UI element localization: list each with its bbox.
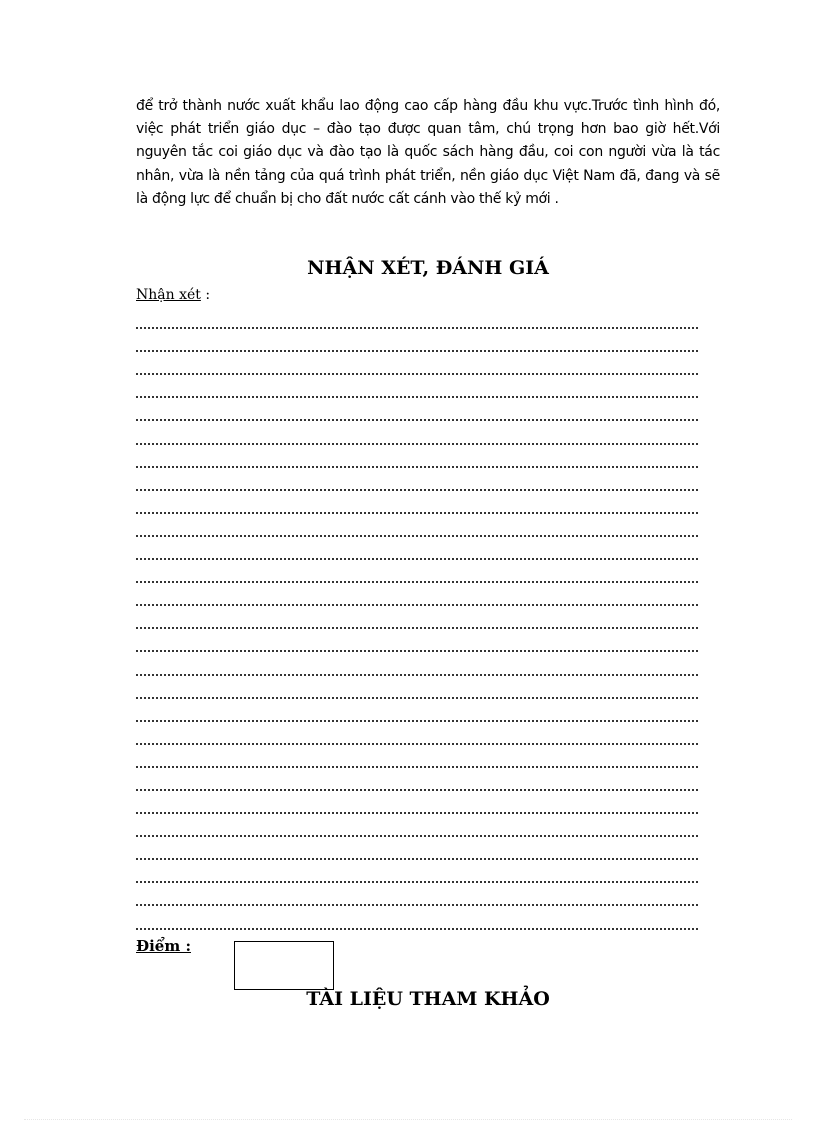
comment-line [136, 726, 698, 749]
comment-lines [136, 310, 698, 934]
evaluation-heading: NHẬN XÉT, ĐÁNH GIÁ [307, 257, 549, 279]
references-heading: TÀI LIỆU THAM KHẢO [306, 988, 550, 1010]
comment-line [136, 887, 698, 910]
comment-line [136, 564, 698, 587]
score-label: Điểm : [136, 937, 191, 955]
comment-line [136, 495, 698, 518]
comment-line [136, 425, 698, 448]
comment-line [136, 333, 698, 356]
comment-line [136, 818, 698, 841]
comment-line [136, 795, 698, 818]
comment-line [136, 656, 698, 679]
comment-line [136, 910, 698, 933]
comment-line [136, 633, 698, 656]
comment-line [136, 379, 698, 402]
comment-line [136, 749, 698, 772]
comment-line [136, 449, 698, 472]
comment-line [136, 356, 698, 379]
comment-label-suffix: : [200, 287, 211, 303]
page-bottom-divider [24, 1119, 792, 1120]
comment-line [136, 680, 698, 703]
comment-line [136, 772, 698, 795]
comment-line [136, 864, 698, 887]
comment-line [136, 310, 698, 333]
body-paragraph: để trở thành nước xuất khẩu lao động cao cấp hàng đầu khu vực.Trước tình hình đó, việc phát triển giáo dục – đào tạo được quan tâm, chú trọng hơn bao giờ hết.Với nguyên tắc coi giáo dục và đào tạo là quốc sách hàng đầu, coi con người vừa là tác nhân, vừa là nền tảng của quá trình phát triển, nền giáo dục Việt Nam đã, đang và sẽ là động lực để chuẩn bị cho đất nước cất cánh vào thế kỷ mới . [136, 98, 720, 207]
comment-line [136, 610, 698, 633]
comment-line [136, 402, 698, 425]
comment-line [136, 472, 698, 495]
comment-line [136, 841, 698, 864]
comment-line [136, 518, 698, 541]
comment-line [136, 587, 698, 610]
comment-label [136, 287, 210, 303]
comment-line [136, 703, 698, 726]
comment-label-text: Nhận xét [136, 287, 201, 303]
score-box [234, 941, 334, 990]
comment-line [136, 541, 698, 564]
